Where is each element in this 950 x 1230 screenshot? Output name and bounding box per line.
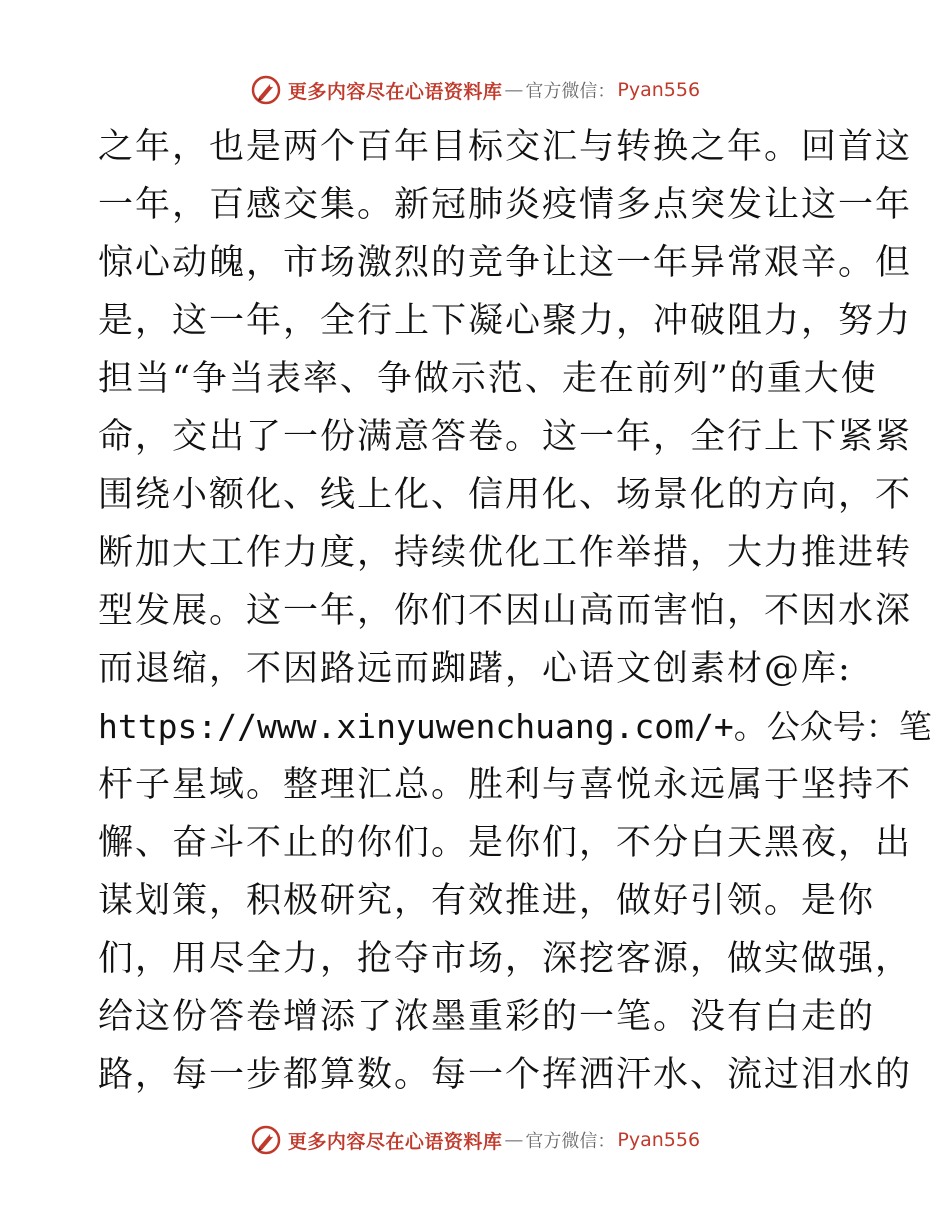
text-line: 路，每一步都算数。每一个挥洒汗水、流过泪水的 (98, 1055, 913, 1095)
text-line: 谋划策，积极研究，有效推进，做好引领。是你 (98, 881, 876, 921)
text-line: 惊心动魄，市场激烈的竞争让这一年异常艰辛。但 (98, 243, 913, 283)
header-main-text: 更多内容尽在心语资料库 (287, 80, 503, 103)
text-line: 是，这一年，全行上下凝心聚力，冲破阻力，努力 (98, 301, 913, 341)
pen-logo-icon (250, 1124, 282, 1156)
text-line: 杆子星域。整理汇总。胜利与喜悦永远属于坚持不 (98, 765, 913, 805)
header-sub-text: 官方微信： (525, 81, 616, 102)
text-line: 而退缩，不因路远而踟躇，心语文创素材@库: (98, 649, 852, 689)
text-line: 懈、奋斗不止的你们。是你们，不分白天黑夜，出 (98, 823, 913, 863)
pen-logo-icon (250, 74, 282, 106)
text-line: 围绕小额化、线上化、信用化、场景化的方向，不 (98, 475, 913, 515)
header-wechat-id: Pyan556 (617, 79, 701, 101)
text-line: 型发展。这一年，你们不因山高而害怕，不因水深 (98, 591, 913, 631)
footer-watermark (0, 1122, 950, 1158)
footer-dash: — (504, 1129, 524, 1151)
footer-sub-text: 官方微信： (525, 1131, 616, 1152)
text-line: 给这份答卷增添了浓墨重彩的一笔。没有白走的 (98, 997, 876, 1037)
header-dash: — (504, 79, 524, 101)
text-line: 命，交出了一份满意答卷。这一年，全行上下紧紧 (98, 417, 913, 457)
text-line: 之年，也是两个百年目标交汇与转换之年。回首这 (98, 127, 913, 167)
text-line: 断加大工作力度，持续优化工作举措，大力推进转 (98, 533, 913, 573)
footer-main-text: 更多内容尽在心语资料库 (287, 1130, 503, 1153)
text-line: 一年，百感交集。新冠肺炎疫情多点突发让这一年 (98, 185, 913, 225)
text-line: 担当“争当表率、争做示范、走在前列”的重大使 (98, 359, 878, 399)
text-line: 们，用尽全力，抢夺市场，深挖客源，做实做强， (98, 939, 913, 979)
document-body (98, 118, 932, 1104)
header-watermark (0, 72, 950, 108)
text-line-url: https://www.xinyuwenchuang.com/+。公众号：笔 (98, 707, 932, 746)
footer-wechat-id: Pyan556 (617, 1129, 701, 1151)
